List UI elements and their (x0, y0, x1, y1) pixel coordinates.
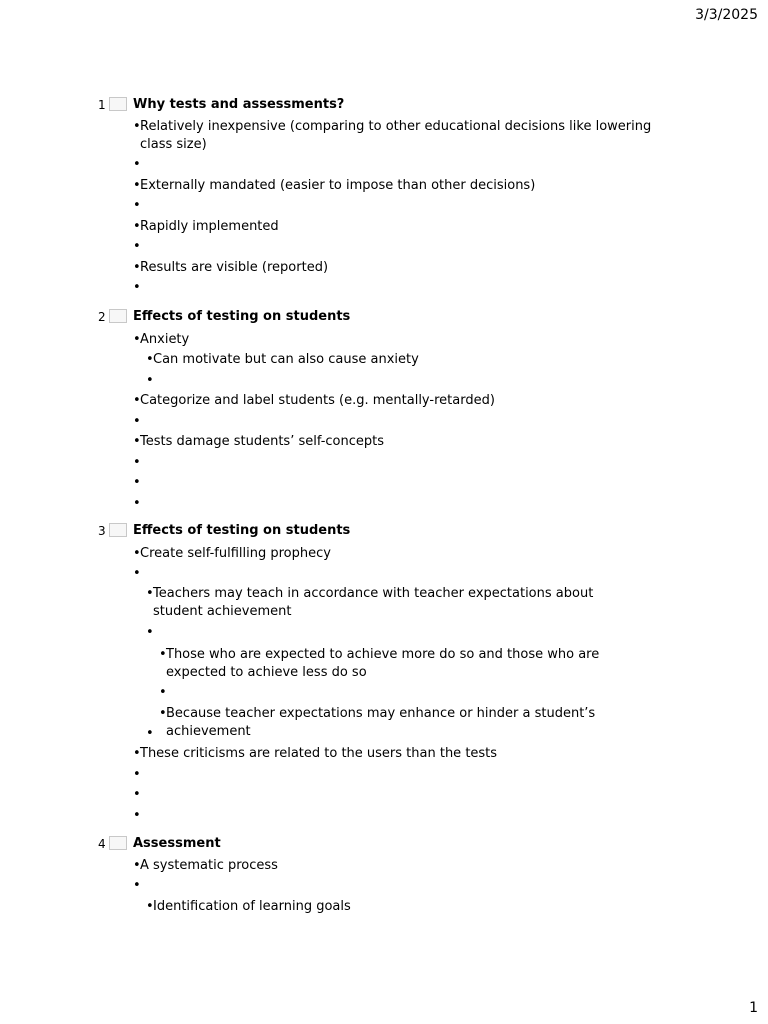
bullet-item: • Categorize and label students (e.g. mentally-retarded) (133, 393, 495, 408)
slide-title: Effects of testing on students (133, 523, 351, 538)
slide-thumbnail-icon (109, 523, 127, 537)
slide-thumbnail-icon (109, 97, 127, 111)
bullet-item: • Those who are expected to achieve more do so and those who are expected to achieve less do so (159, 647, 600, 680)
bullet-item: • Anxiety (133, 332, 190, 347)
bullet-item: • Create self-fulfilling prophecy (133, 546, 331, 561)
slide-title: Assessment (133, 836, 221, 851)
slide-number: 4 (98, 837, 106, 851)
slide-thumbnail-icon (109, 836, 127, 850)
bullet-item: • Tests damage students’ self-concepts (133, 434, 385, 449)
slide-title: Effects of testing on students (133, 309, 351, 324)
bullet-item: • Teachers may teach in accordance with teacher expectations about student achievement (146, 586, 594, 619)
bullet-item: • Results are visible (reported) (133, 260, 329, 275)
slide-number: 1 (98, 98, 106, 112)
slide-number: 2 (98, 310, 106, 324)
bullet-item: • A systematic process (133, 858, 278, 873)
bullet-item: • These criticisms are related to the users than the tests (133, 746, 498, 761)
page-number: 1 (749, 1000, 758, 1016)
bullet-item: • Can motivate but can also cause anxiety (146, 352, 419, 367)
bullet-item: • Externally mandated (easier to impose than other decisions) (133, 178, 536, 193)
slide-title: Why tests and assessments? (133, 97, 345, 112)
bullet-item: • Rapidly implemented (133, 219, 279, 234)
slide-number: 3 (98, 524, 106, 538)
print-date: 3/3/2025 (695, 7, 758, 23)
bullet-item: • Identification of learning goals (146, 899, 351, 914)
bullet-item: • Relatively inexpensive (comparing to other educational decisions like lowering class size) (133, 119, 652, 152)
slide-thumbnail-icon (109, 309, 127, 323)
bullet-item: • Because teacher expectations may enhance or hinder a student’s achievement (159, 706, 596, 739)
